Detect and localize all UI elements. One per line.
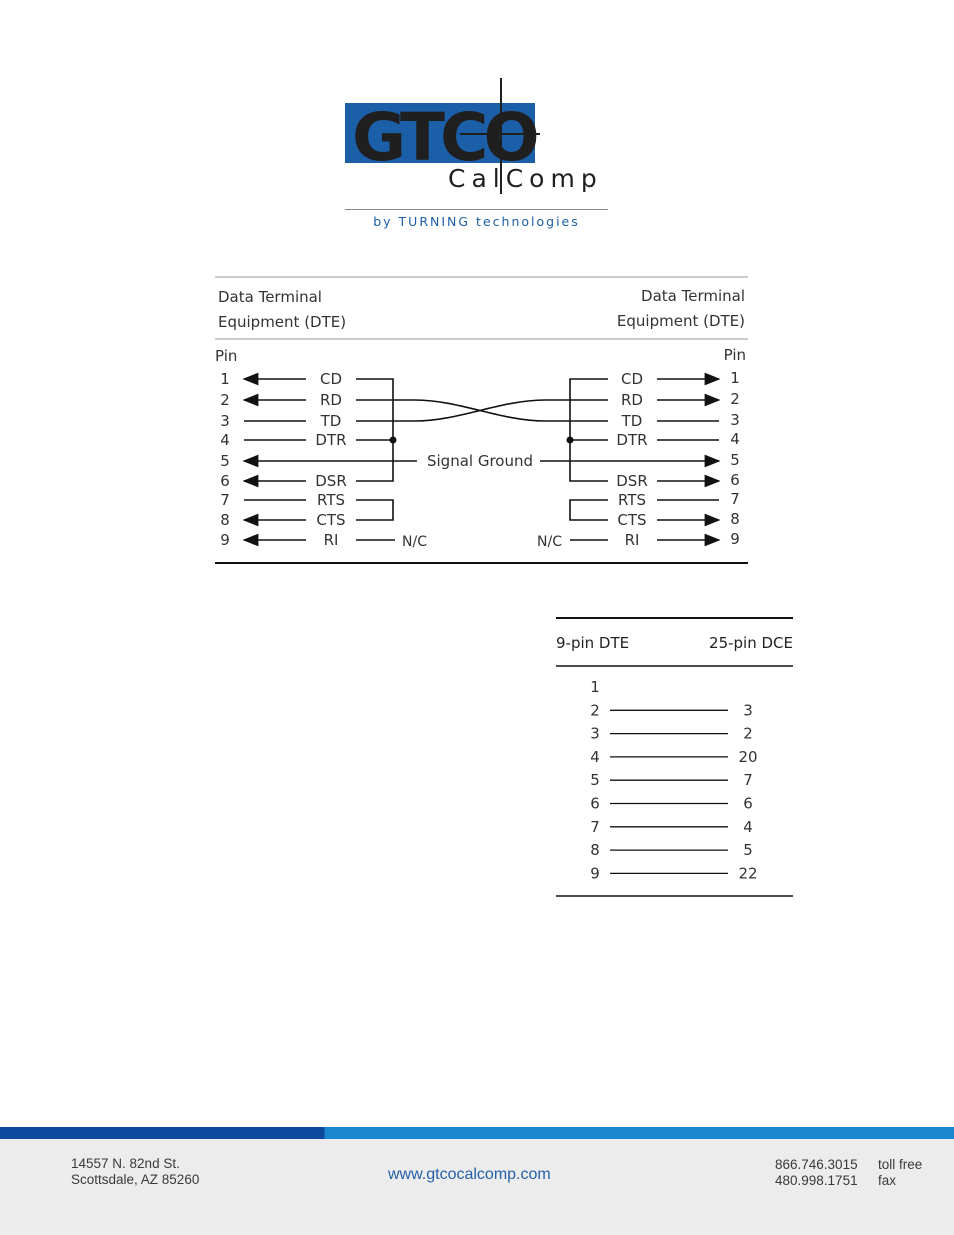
right-pin-4: 4 bbox=[730, 430, 740, 448]
left-pin-6: 6 bbox=[220, 472, 230, 490]
footer bbox=[0, 1139, 954, 1235]
table-left-pin-7: 7 bbox=[590, 817, 600, 836]
pin-mapping-table bbox=[540, 600, 810, 910]
right-pin-9: 9 bbox=[730, 530, 740, 548]
table-right-pin-7: 4 bbox=[743, 817, 753, 836]
table-left-pin-9: 9 bbox=[590, 864, 600, 883]
left-pin-8: 8 bbox=[220, 511, 230, 529]
left-header-line1: Data Terminal bbox=[218, 288, 322, 306]
table-right-pin-3: 2 bbox=[743, 724, 753, 743]
left-nc-label: N/C bbox=[402, 534, 427, 550]
left-pin-2: 2 bbox=[220, 391, 230, 409]
left-pin-label: Pin bbox=[215, 347, 238, 365]
right-signal-ri: RI bbox=[624, 531, 640, 549]
left-signal-dtr: DTR bbox=[315, 431, 347, 449]
table-right-pin-8: 5 bbox=[743, 841, 753, 860]
right-signal-td: TD bbox=[621, 412, 643, 430]
phone-fax: 480.998.1751 bbox=[775, 1173, 858, 1188]
right-pin-7: 7 bbox=[730, 490, 740, 508]
left-pin-1: 1 bbox=[220, 370, 230, 388]
phone-toll-free-label: toll free bbox=[878, 1157, 923, 1172]
table-left-pin-4: 4 bbox=[590, 747, 600, 766]
right-signal-labels bbox=[616, 370, 648, 549]
phone-toll-free: 866.746.3015 bbox=[775, 1157, 858, 1172]
left-pin-5: 5 bbox=[220, 452, 230, 470]
right-pin-6: 6 bbox=[730, 471, 740, 489]
table-right-pin-9: 22 bbox=[738, 864, 758, 883]
address-line1: 14557 N. 82nd St. bbox=[71, 1156, 180, 1171]
footer-website-link[interactable]: www.gtcocalcomp.com bbox=[388, 1166, 551, 1183]
right-pin-1: 1 bbox=[730, 369, 740, 387]
table-left-pin-3: 3 bbox=[590, 724, 600, 743]
right-signal-rts: RTS bbox=[617, 491, 647, 509]
left-signal-labels bbox=[315, 370, 347, 549]
right-signal-dsr: DSR bbox=[616, 472, 648, 490]
left-cd-dsr-bracket bbox=[356, 379, 393, 481]
table-right-pin-5: 7 bbox=[743, 771, 753, 790]
right-header-line2: Equipment (DTE) bbox=[616, 312, 745, 330]
table-left-pin-6: 6 bbox=[590, 794, 600, 813]
left-pin-numbers bbox=[220, 370, 230, 549]
right-pin-3: 3 bbox=[730, 411, 740, 429]
left-rts-cts-loop bbox=[356, 500, 393, 520]
right-pin-5: 5 bbox=[730, 451, 740, 469]
logo-tagline: by TURNING technologies bbox=[373, 214, 580, 229]
left-signal-ri: RI bbox=[323, 531, 339, 549]
table-left-pin-5: 5 bbox=[590, 771, 600, 790]
left-header-line2: Equipment (DTE) bbox=[218, 313, 347, 331]
table-left-pin-1: 1 bbox=[590, 678, 600, 696]
left-signal-rd: RD bbox=[320, 391, 342, 409]
right-rts-cts-loop bbox=[570, 500, 608, 520]
left-signal-td: TD bbox=[320, 412, 342, 430]
table-left-pin-8: 8 bbox=[590, 841, 600, 860]
address-line2: Scottsdale, AZ 85260 bbox=[71, 1172, 200, 1187]
left-pin-4: 4 bbox=[220, 431, 230, 449]
left-pin-7: 7 bbox=[220, 491, 230, 509]
table-rows bbox=[590, 678, 757, 882]
right-nc-label: N/C bbox=[537, 534, 562, 550]
right-pin-numbers bbox=[730, 369, 740, 548]
left-signal-cd: CD bbox=[319, 370, 343, 388]
right-junction-dot bbox=[567, 437, 574, 444]
left-signal-rts: RTS bbox=[316, 491, 346, 509]
logo-main-text: GTCO bbox=[352, 99, 535, 176]
table-header-left: 9-pin DTE bbox=[556, 634, 630, 652]
footer-phone-numbers bbox=[775, 1157, 858, 1189]
logo-sub-text: CalComp bbox=[448, 164, 603, 193]
table-left-pin-2: 2 bbox=[590, 701, 600, 720]
table-right-pin-2: 3 bbox=[743, 701, 753, 720]
right-pin-8: 8 bbox=[730, 510, 740, 528]
table-right-pin-6: 6 bbox=[743, 794, 753, 813]
footer-color-bar bbox=[0, 1127, 954, 1139]
wiring-diagram bbox=[0, 0, 954, 600]
left-signal-dsr: DSR bbox=[315, 472, 347, 490]
right-pin-2: 2 bbox=[730, 390, 740, 408]
footer-phone-labels bbox=[878, 1157, 922, 1189]
table-header-right: 25-pin DCE bbox=[709, 634, 793, 652]
right-signal-rd: RD bbox=[621, 391, 643, 409]
left-junction-dot bbox=[390, 437, 397, 444]
left-pin-3: 3 bbox=[220, 412, 230, 430]
right-cd-dsr-bracket bbox=[570, 379, 608, 481]
right-signal-dtr: DTR bbox=[616, 431, 648, 449]
right-signal-cd: CD bbox=[620, 370, 644, 388]
footer-address bbox=[71, 1156, 199, 1188]
right-signal-cts: CTS bbox=[617, 511, 647, 529]
table-right-pin-4: 20 bbox=[738, 747, 758, 766]
phone-fax-label: fax bbox=[878, 1173, 897, 1188]
right-header-line1: Data Terminal bbox=[641, 287, 745, 305]
signal-ground-label: Signal Ground bbox=[426, 452, 534, 470]
left-signal-cts: CTS bbox=[316, 511, 346, 529]
left-pin-9: 9 bbox=[220, 531, 230, 549]
right-pin-label: Pin bbox=[723, 346, 746, 364]
